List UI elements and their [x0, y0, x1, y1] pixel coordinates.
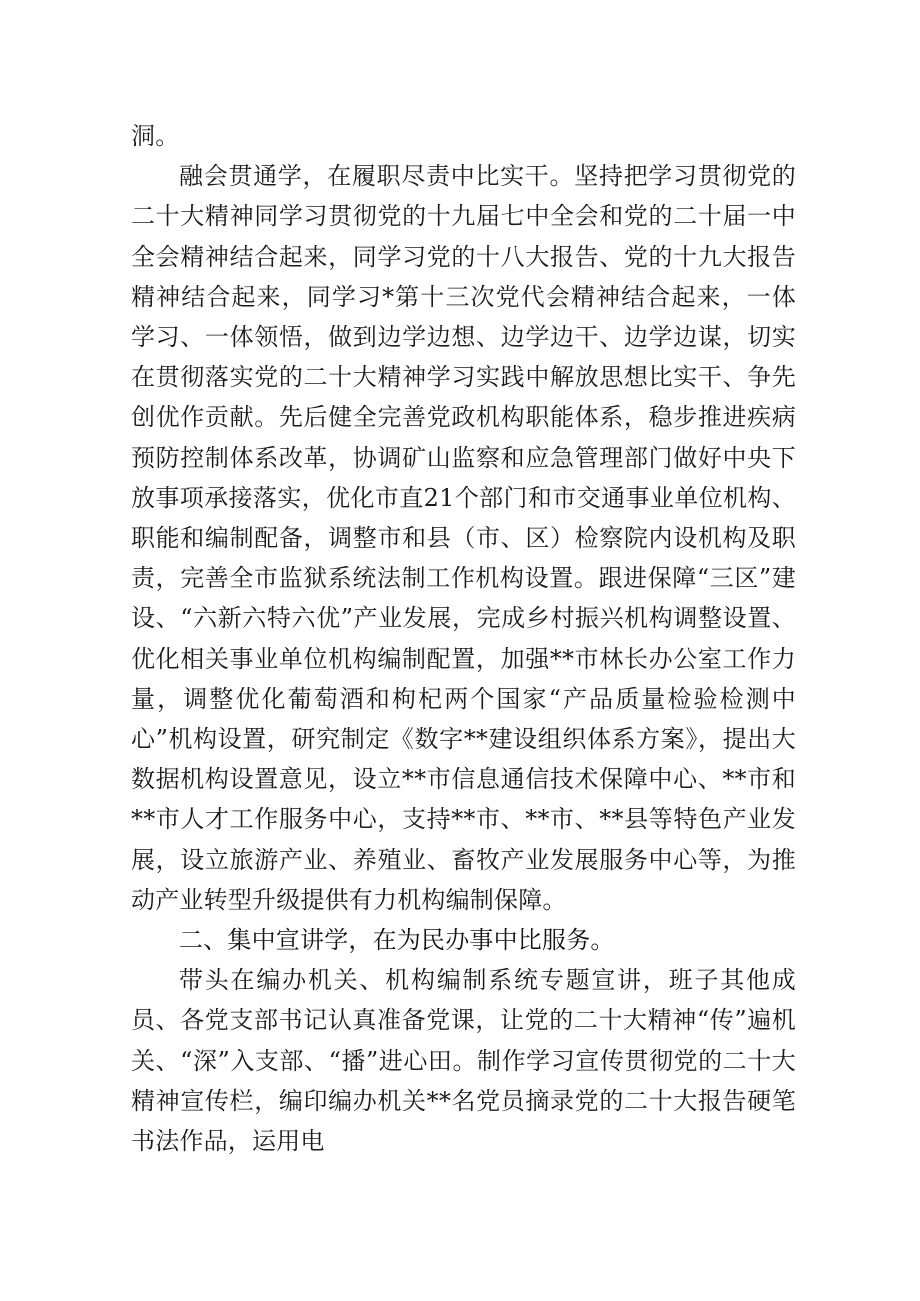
- paragraph-publicity: 带头在编办机关、机构编制系统专题宣讲，班子其他成员、各党支部书记认真准备党课，让党的二十大精神“传”遍机关、“深”入支部、“播”进心田。制作学习宣传贯彻党的二十大精神宣传栏，编印编办机关**名党员摘录党的二十大报告硬笔书法作品，运用电: [131, 966, 796, 1156]
- document-body: [131, 116, 796, 1161]
- paragraph-continuation: 洞。: [131, 122, 180, 150]
- paragraph-study-integration: 融会贯通学，在履职尽责中比实干。坚持把学习贯彻党的二十大精神同学习贯彻党的十九届七中全会和党的二十届一中全会精神结合起来，同学习党的十八大报告、党的十九大报告精神结合起来，同学习*第十三次党代会精神结合起来，一体学习、一体领悟，做到边学边想、边学边干、边学边谋，切实在贯彻落实党的二十大精神学习实践中解放思想比实干、争先创优作贡献。先后健全完善党政机构职能体系，稳步推进疾病预防控制体系改革，协调矿山监察和应急管理部门做好中央下放事项承接落实，优化市直21个部门和市交通事业单位机构、职能和编制配备，调整市和县（市、区）检察院内设机构及职责，完善全市监狱系统法制工作机构设置。跟进保障“三区”建设、“六新六特六优”产业发展，完成乡村振兴机构调整设置、优化相关事业单位机构编制配置，加强**市林长办公室工作力量，调整优化葡萄酒和枸杞两个国家“产品质量检验检测中心”机构设置，研究制定《数字**建设组织体系方案》，提出大数据机构设置意见，设立**市信息通信技术保障中心、**市和**市人才工作服务中心，支持**市、**市、**县等特色产业发展，设立旅游产业、养殖业、畜牧产业发展服务中心等，为推动产业转型升级提供有力机构编制保障。: [131, 162, 796, 914]
- section-heading-two: 二、集中宣讲学，在为民办事中比服务。: [179, 926, 615, 955]
